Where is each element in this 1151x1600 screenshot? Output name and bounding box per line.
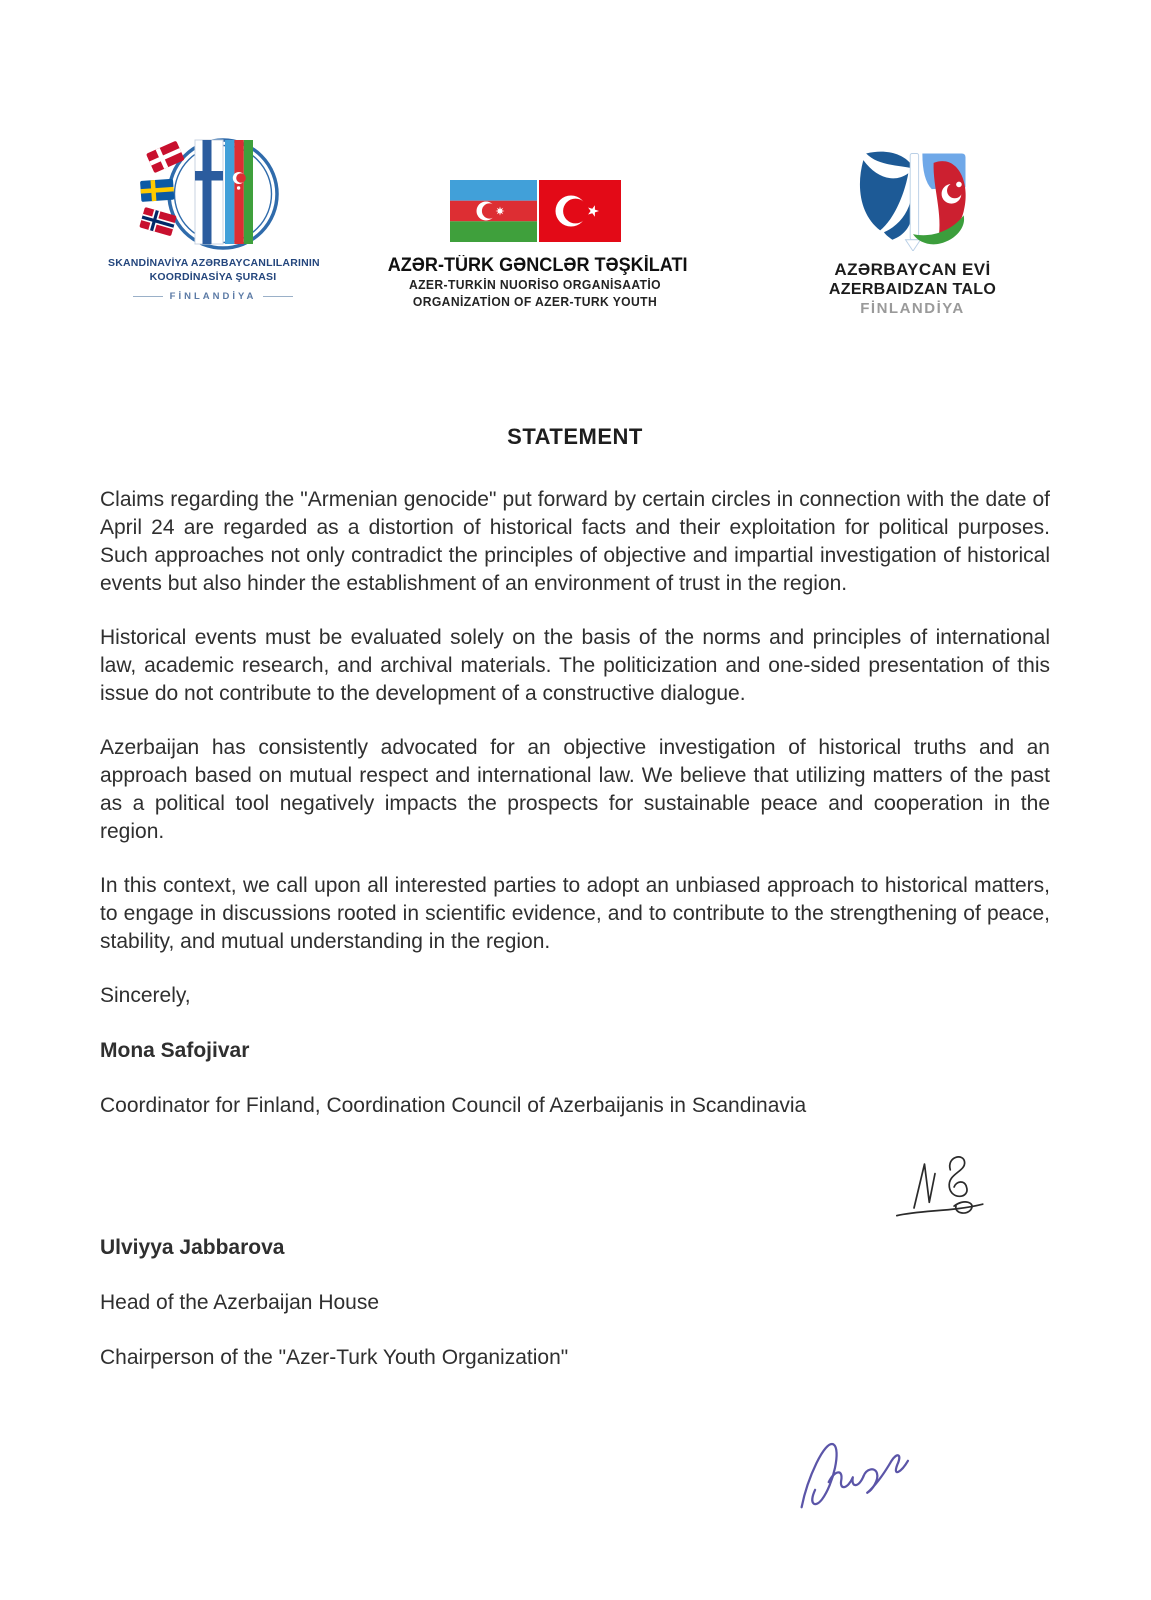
letter-body — [100, 424, 1050, 1522]
closing-salutation: Sincerely, — [100, 984, 191, 1007]
logo2-org-name: AZƏR-TÜRK GƏNCLƏR TƏŞKİLATI — [387, 255, 688, 276]
logo1-country — [108, 291, 318, 302]
logo-azerbaijan-house — [805, 146, 1020, 318]
logo1-country-label: FİNLANDİYA — [169, 291, 257, 302]
signatory1-title: Coordinator for Finland, Coordination Council of Azerbaijanis in Scandinavia — [100, 1094, 807, 1117]
logo3-org-name-az: AZƏRBAYCAN EVİ — [834, 260, 991, 279]
signatory2-title2: Chairperson of the "Azer-Turk Youth Organization" — [100, 1346, 569, 1369]
paragraph-4: In this context, we call upon all interested parties to adopt an unbiased approach to historical matters, to engage in discussions rooted in scientific evidence, and to contribute to the strengthening of peace, stability, and mutual understanding in the region. — [100, 874, 1050, 953]
logo3-country: FİNLANDİYA — [860, 300, 965, 317]
sweden-flag-icon — [140, 179, 174, 202]
logo-scandinavia-council — [108, 134, 318, 302]
page-title: STATEMENT — [507, 424, 643, 449]
paragraph-1: Claims regarding the "Armenian genocide" put forward by certain circles in connection with the date of April 24 are regarded as a distortion of historical facts and their exploitation for political purposes. Such approaches not only contradict the principles of objective and impartial investigation of historical events but also hinder the establishment of an environment of trust in the region. — [100, 488, 1050, 595]
paragraph-2: Historical events must be evaluated solely on the basis of the norms and principles of international law, academic research, and archival materials. The politicization and one-sided presentation of this issue do not contribute to the development of a constructive dialogue. — [100, 626, 1050, 705]
denmark-flag-icon — [146, 141, 185, 174]
signature-area-mona — [100, 1148, 1050, 1228]
logo2-subtitle-english: ORGANİZATİON OF AZER-TURK YOUTH — [412, 295, 658, 309]
azerbaijan-house-emblem-icon — [847, 146, 979, 251]
signatory2-title1: Head of the Azerbaijan House — [100, 1291, 380, 1314]
scandinavia-council-emblem-icon — [128, 134, 298, 256]
signatory1-name: Mona Safojivar — [100, 1039, 250, 1062]
paragraph-3: Azerbaijan has consistently advocated for an objective investigation of historical truths and an approach based on mutual respect and international law. We believe that utilizing matters of the past as a political tool negatively impacts the prospects for sustainable peace and cooperation in the region. — [100, 736, 1050, 843]
signature-area-ulviyya — [100, 1422, 1050, 1522]
logo3-org-name-fi: AZERBAIDZAN TALO — [828, 281, 997, 298]
signatory2-name: Ulviyya Jabbarova — [100, 1236, 285, 1259]
divider-dash — [263, 296, 293, 297]
azerbaijan-turkey-flags-icon — [450, 180, 621, 242]
handwritten-signature-blue-icon — [790, 1422, 935, 1519]
logo-azer-turk-youth — [380, 180, 690, 311]
logo1-org-name-line1: SKANDİNAVİYA AZƏRBAYCANLILARININ — [108, 257, 320, 269]
logo2-subtitle-finnish: AZER-TURKİN NUORİSO ORGANİSAATİO — [408, 278, 661, 292]
logo1-org-name-line2: KOORDİNASİYA ŞURASI — [149, 271, 277, 283]
divider-dash — [133, 296, 163, 297]
handwritten-initials-ms-icon — [893, 1148, 998, 1226]
